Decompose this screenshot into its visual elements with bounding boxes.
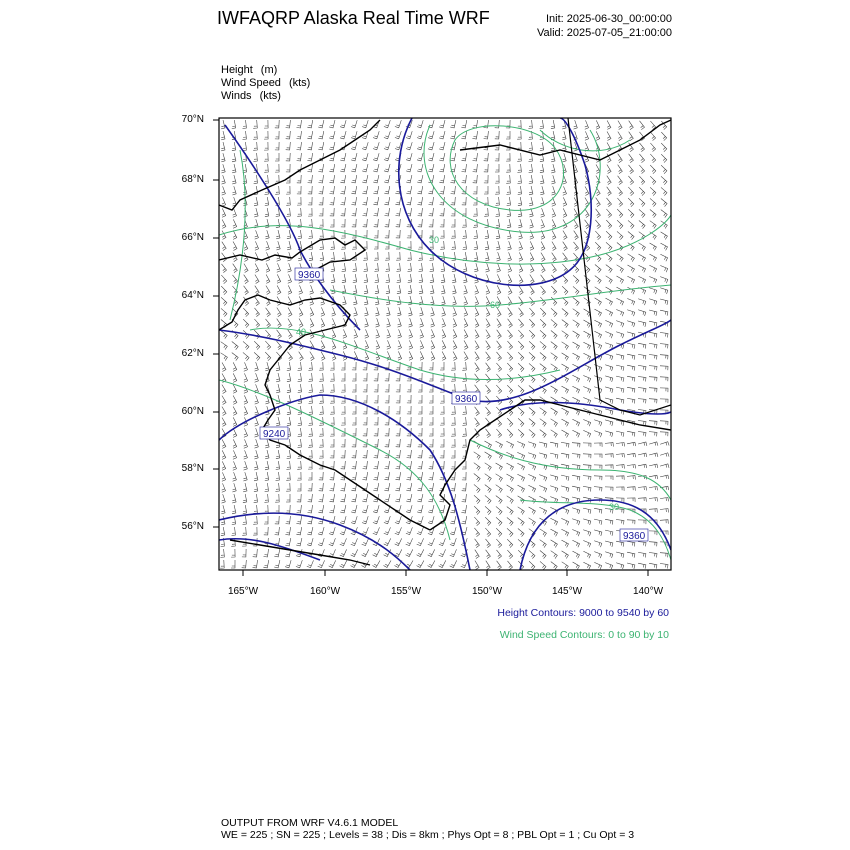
init-time: Init: 2025-06-30_00:00:00 — [546, 13, 672, 25]
lat-label: 64°N — [181, 290, 204, 301]
wind-speed-contour-legend: Wind Speed Contours: 0 to 90 by 10 — [499, 629, 669, 641]
wind-label: 40 — [296, 327, 307, 337]
field-height: Height (m) — [221, 64, 278, 76]
wind-label: 60 — [490, 300, 501, 310]
lat-label: 68°N — [181, 174, 204, 185]
field-winds: Winds (kts) — [221, 90, 281, 102]
lat-label: 60°N — [181, 406, 204, 417]
map-title: IWFAQRP Alaska Real Time WRF — [217, 8, 490, 28]
lon-ticks — [243, 570, 648, 576]
lat-label: 70°N — [181, 114, 204, 125]
height-label: 9360 — [298, 270, 321, 281]
model-info — [221, 817, 634, 841]
wind-label: 30 — [609, 502, 620, 512]
field-wind-speed: Wind Speed (kts) — [221, 77, 311, 89]
lon-label: 145°W — [551, 586, 583, 597]
lon-label: 165°W — [227, 586, 259, 597]
model-name: OUTPUT FROM WRF V4.6.1 MODEL — [221, 817, 399, 829]
lat-label: 58°N — [181, 463, 204, 474]
model-settings: WE = 225 ; SN = 225 ; Levels = 38 ; Dis = 8km ; Phys Opt = 8 ; PBL Opt = 1 ; Cu Opt = 3 — [221, 829, 635, 841]
lat-label: 62°N — [181, 348, 204, 359]
lat-ticks — [213, 120, 219, 527]
lon-label: 155°W — [390, 586, 422, 597]
height-label: 9240 — [263, 429, 286, 440]
lon-label: 160°W — [309, 586, 341, 597]
lat-label: 66°N — [181, 232, 204, 243]
valid-time: Valid: 2025-07-05_21:00:00 — [537, 27, 672, 39]
wind-label: 30 — [429, 235, 440, 245]
height-label: 9360 — [623, 531, 646, 542]
height-label: 9360 — [455, 394, 478, 405]
lon-label: 140°W — [632, 586, 664, 597]
lon-label: 150°W — [471, 586, 503, 597]
height-contour-legend: Height Contours: 9000 to 9540 by 60 — [497, 607, 669, 619]
lat-label: 56°N — [181, 521, 204, 532]
